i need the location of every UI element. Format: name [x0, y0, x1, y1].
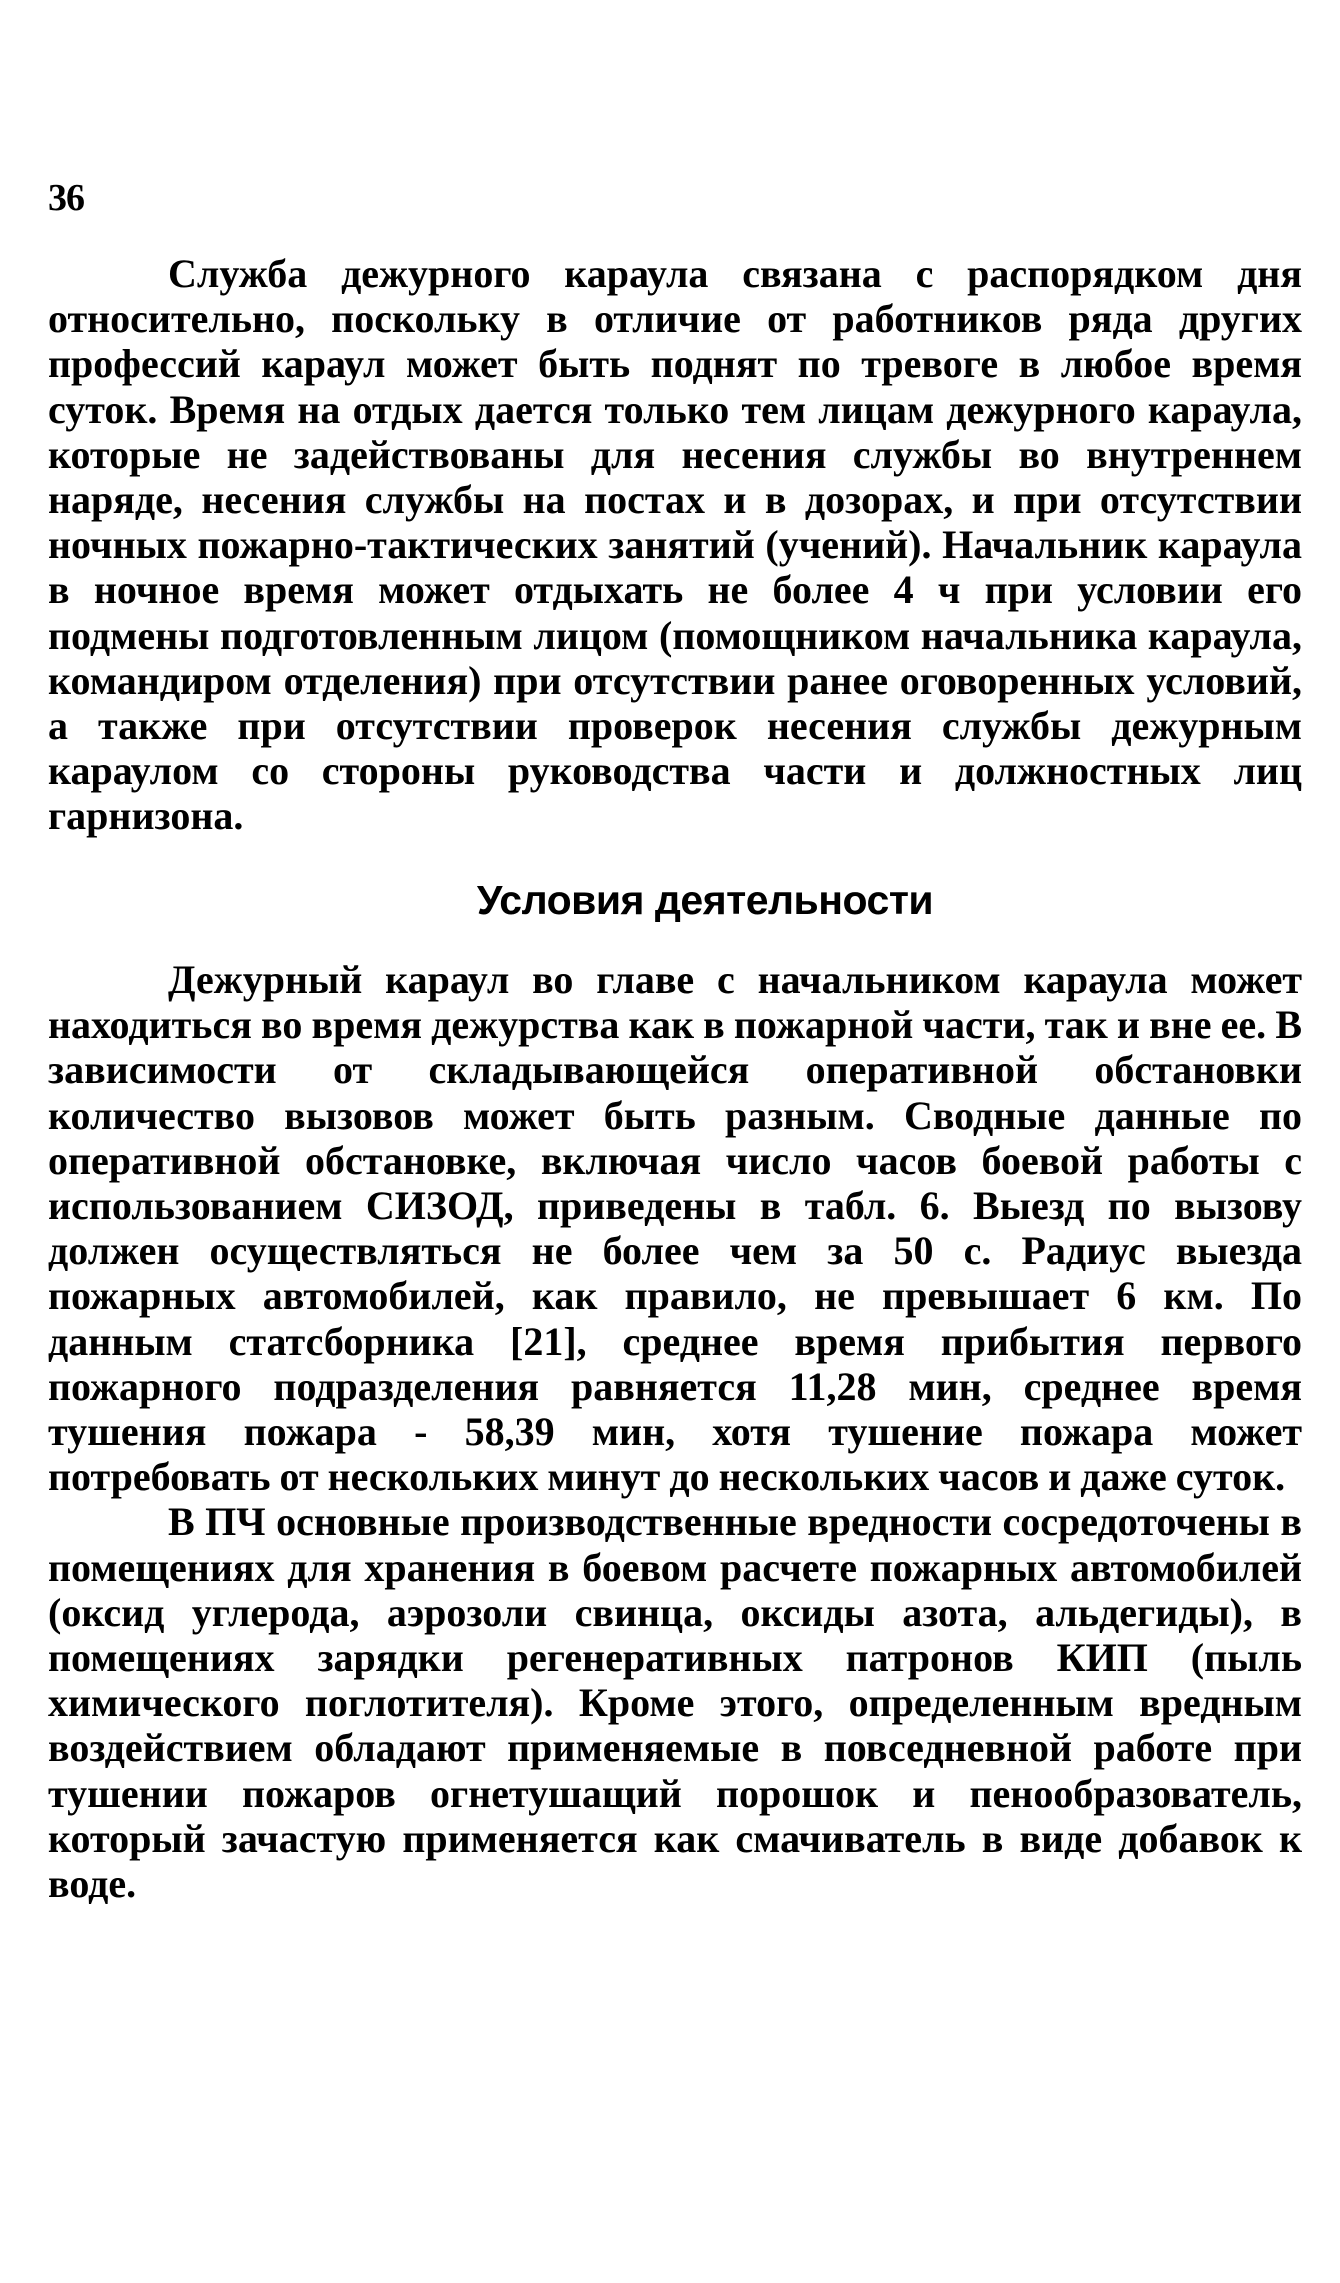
paragraph-operational-conditions: Дежурный караул во главе с начальником караула может находиться во время дежурства как в пожарной части, так и вне ее. В зависимости от складывающейся оперативной обстановки количество вызовов может быть разным. Сводные данные по оперативной обстановке, включая число часов боевой работы с использованием СИЗОД, приведены в табл. 6. Выезд по вызову должен осуществляться не более чем за 50 с. Радиус выезда пожарных автомобилей, как правило, не превышает 6 км. По данным статсборника [21], среднее время прибытия первого пожарного подразделения равняется 11,28 мин, среднее время тушения пожара - 58,39 мин, хотя тушение пожара может потребовать от нескольких минут до нескольких часов и даже суток. — [48, 957, 1302, 1500]
text-block-conditions — [48, 957, 1302, 1906]
paragraph-occupational-hazards: В ПЧ основные производственные вредности сосредоточены в помещениях для хранения в боевом расчете пожарных автомобилей (оксид углерода, аэрозоли свинца, оксиды азота, альдегиды), в помещениях зарядки регенеративных патронов КИП (пыль химического поглотителя). Кроме этого, определенным вредным воздействием обладают применяемые в повседневной работе при тушении пожаров огнетушащий порошок и пенообразователь, который зачастую применяется как смачиватель в виде добавок к воде. — [48, 1499, 1302, 1907]
text-block-intro — [48, 251, 1302, 839]
page-number: 36 — [48, 177, 84, 219]
paragraph-duty-schedule: Служба дежурного караула связана с распорядком дня относительно, поскольку в отличие от работников ряда других профессий караул может быть поднят по тревоге в любое время суток. Время на отдых дается только тем лицам дежурного караула, которые не задействованы для несения службы во внутреннем наряде, несения службы на постах и в дозорах, и при отсутствии ночных пожарно-тактических занятий (учений). Начальник караула в ночное время может отдыхать не более 4 ч при условии его подмены подготовленным лицом (помощником начальника караула, командиром отделения) при отсутствии ранее оговоренных условий, а также при отсутствии проверок несения службы дежурным караулом со стороны руководства части и должностных лиц гарнизона. — [48, 251, 1302, 839]
section-heading: Условия деятельности — [476, 877, 934, 923]
